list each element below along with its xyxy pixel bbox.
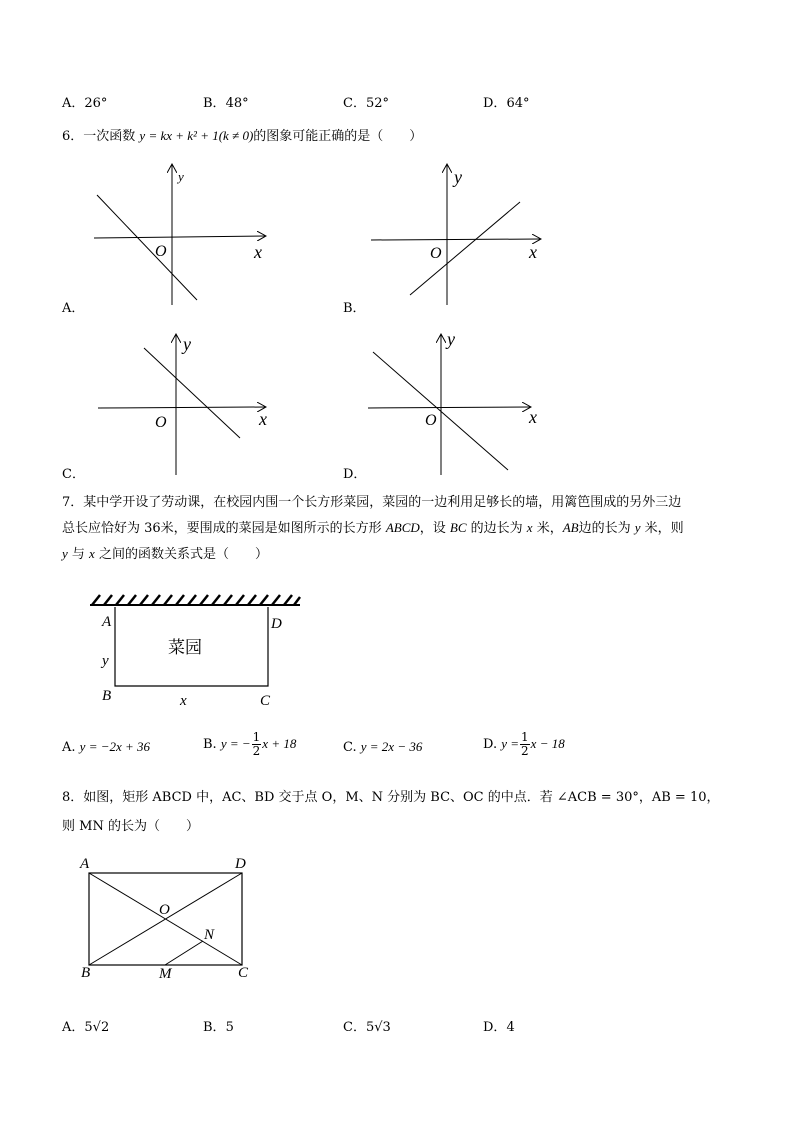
q8-label-m: M <box>159 966 172 982</box>
graph-d-x-axis <box>368 407 530 408</box>
graph-a-x-label: x <box>254 242 262 262</box>
q7-label-d: D <box>271 616 282 632</box>
q7-label-b: B <box>102 688 112 704</box>
q7-label-y: y <box>102 653 109 669</box>
q7-stem-line3: y 与 x 之间的函数关系式是（ ） <box>62 546 268 562</box>
q8-label-d: D <box>235 856 246 872</box>
q6-stem: 6．一次函数 y = kx + k² + 1(k ≠ 0)的图象可能正确的是（ ） <box>62 128 423 144</box>
q6-option-d: D． <box>343 467 367 482</box>
q7-stem-line1: 7．某中学开设了劳动课，在校园内围一个长方形菜园，菜园的一边利用足够长的墙，用篱笆围成的另外三边 <box>62 495 682 510</box>
graph-a-y-label: y <box>178 169 184 184</box>
graph-a-line <box>97 195 197 300</box>
q5-option-d: D．64° <box>483 96 530 111</box>
q8-label-a: A <box>80 856 90 872</box>
q8-figure <box>75 850 265 985</box>
q6-formula: y = kx + k² + 1(k ≠ 0) <box>139 128 254 143</box>
q7-label-c: C <box>260 693 271 709</box>
graph-b <box>371 165 540 305</box>
graph-d <box>368 329 537 475</box>
q8-stem-line2: 则 MN 的长为（ ） <box>62 819 199 834</box>
graph-c-x-axis <box>98 407 265 408</box>
graph-c-y-label: y <box>183 334 191 354</box>
graph-a-x-axis <box>94 236 265 238</box>
graph-b-origin: O <box>430 245 442 262</box>
graph-d-y-label: y <box>447 329 455 349</box>
graph-a-origin: O <box>155 243 167 260</box>
q6-option-a: A． <box>62 301 85 316</box>
q8-label-b: B <box>81 965 91 981</box>
q7-garden-label: 菜园 <box>168 638 202 657</box>
q7-option-c: C. y = 2x − 36 <box>343 739 423 755</box>
graph-b-y-label: y <box>454 167 462 187</box>
q8-label-c: C <box>238 965 249 981</box>
q8-label-n: N <box>204 927 215 943</box>
graph-d-origin: O <box>425 412 437 429</box>
q7-option-b: B. y = − $\frac{1}{2}$ x + 18 <box>203 730 297 758</box>
q7-label-x: x <box>180 693 187 709</box>
graph-c-x-label: x <box>259 409 267 429</box>
q7-option-a: A. y = −2x + 36 <box>62 739 151 755</box>
graph-c-origin: O <box>155 414 167 431</box>
q7-label-a: A <box>102 614 112 630</box>
graph-b-line <box>410 202 520 295</box>
q8-option-b: B．5 <box>203 1020 234 1035</box>
graph-d-x-label: x <box>529 407 537 427</box>
q7-stem-line2: 总长应恰好为 36米，要围成的菜园是如图所示的长方形 ABCD，设 BC 的边长为 x 米，AB边的长为 y 米，则 <box>62 520 684 536</box>
q8-label-o: O <box>159 902 170 918</box>
q7-wall-hatching <box>92 595 300 605</box>
q8-option-c: C．5√3 <box>343 1020 391 1035</box>
q6-option-c: C． <box>62 467 85 482</box>
graph-b-x-label: x <box>529 242 537 262</box>
q8-stem-line1: 8．如图，矩形 ABCD 中，AC、BD 交于点 O，M、N 分别为 BC、OC 的中点．若 ∠ACB = 30°，AB = 10， <box>62 790 720 805</box>
graph-c <box>98 334 267 475</box>
q5-option-a: A．26° <box>62 96 108 111</box>
q5-option-c: C．52° <box>343 96 389 111</box>
q6-option-b: B． <box>343 301 366 316</box>
graph-b-x-axis <box>371 239 540 240</box>
q7-figure <box>80 585 320 710</box>
q8-option-d: D．4 <box>483 1020 515 1035</box>
q8-segment-mn <box>165 941 203 965</box>
q8-option-a: A．5√2 <box>62 1020 110 1035</box>
q5-option-b: B．48° <box>203 96 249 111</box>
graph-a <box>94 165 265 305</box>
q6-graphs <box>60 155 760 485</box>
q7-option-d: D. y = $\frac{1}{2}$ x − 18 <box>483 730 565 758</box>
